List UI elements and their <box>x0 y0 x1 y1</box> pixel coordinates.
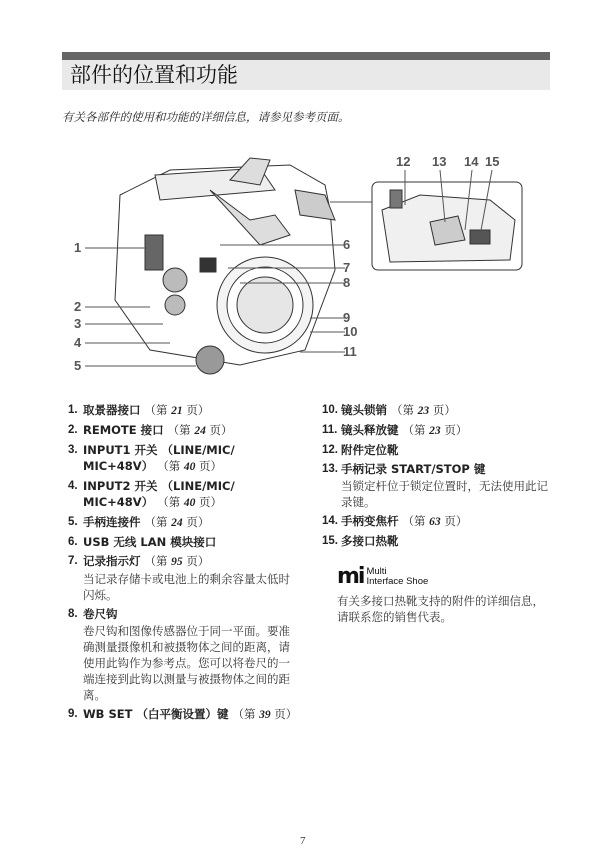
list-item <box>322 533 552 549</box>
callout-15: 15 <box>485 154 500 169</box>
callout-11: 11 <box>343 344 357 359</box>
item-number: 9. <box>68 708 78 720</box>
item-number: 13. <box>322 463 338 475</box>
item-number: 14. <box>322 515 338 527</box>
item-page: 24 <box>171 517 183 529</box>
list-item: 11. 镜头释放键 （第 23 页） <box>322 423 468 437</box>
title-bar-accent <box>62 52 550 60</box>
item-page: 95 <box>171 556 183 568</box>
item-number: 4. <box>68 480 78 492</box>
item-description: 卷尺钩和图像传感器位于同一平面。要准确测量摄像机和被摄物体之间的距离，请使用此钩作为参考点。您可以将卷尺的一端连接到此钩以测量与被摄物体之间的距离。 <box>83 624 290 702</box>
item-label: 手柄变焦杆 <box>341 514 399 528</box>
callout-4: 4 <box>74 335 82 350</box>
item-number: 15. <box>322 535 338 547</box>
callout-1: 1 <box>74 240 82 255</box>
item-label: 镜头释放键 <box>341 423 399 437</box>
item-number: 12. <box>322 444 338 456</box>
list-item: 7. 记录指示灯 （第 95 页） 当记录存储卡或电池上的剩余容量太低时闪烁。 <box>68 553 300 603</box>
camera-body <box>115 158 335 374</box>
item-number: 6. <box>68 536 78 548</box>
list-item <box>322 461 552 510</box>
item-label: USB 无线 LAN 模块接口 <box>83 535 217 549</box>
multi-interface-shoe-logo <box>337 564 552 589</box>
logo-line1: Multi <box>366 566 387 577</box>
item-page: 23 <box>429 425 441 437</box>
item-label: INPUT1 开关 （LINE/MIC/ MIC+48V） <box>83 443 235 473</box>
item-page: 21 <box>171 405 183 417</box>
footnote: 有关多接口热靴支持的附件的详细信息，请联系您的销售代表。 <box>337 594 544 624</box>
item-number: 8. <box>68 608 78 620</box>
item-label: 记录指示灯 <box>83 554 141 568</box>
callout-7: 7 <box>343 260 351 275</box>
list-item: 10. 镜头锁销 （第 23 页） <box>322 403 456 417</box>
list-item: 1. 取景器接口 （第 21 页） <box>68 403 210 417</box>
items-left-column <box>68 402 300 726</box>
callout-2: 2 <box>74 299 82 314</box>
item-label: WB SET （白平衡设置）键 <box>83 707 229 721</box>
item-number: 10. <box>322 404 338 416</box>
item-description: 当记录存储卡或电池上的剩余容量太低时闪烁。 <box>83 572 290 602</box>
item-label: 取景器接口 <box>83 403 141 417</box>
list-item: 9. WB SET （白平衡设置）键 （第 39 页） <box>68 707 298 721</box>
item-description: 当锁定杆位于锁定位置时，无法使用此记录键。 <box>341 479 548 509</box>
camera-illustration <box>60 150 550 395</box>
list-item: 14. 手柄变焦杆 （第 63 页） <box>322 514 468 528</box>
callout-14: 14 <box>464 154 479 169</box>
list-item: 4. INPUT2 开关 （LINE/MIC/ MIC+48V） （第 40 页） <box>68 479 235 509</box>
item-page: 23 <box>417 405 430 417</box>
item-label: 手柄连接件 <box>83 515 141 529</box>
list-item: 2. REMOTE 接口 （第 24 页） <box>68 423 233 437</box>
detail-inset <box>372 170 522 270</box>
item-label: REMOTE 接口 <box>83 423 164 437</box>
callout-13: 13 <box>432 154 447 169</box>
page-title: 部件的位置和功能 <box>70 63 238 87</box>
callout-6: 6 <box>343 237 351 252</box>
item-label: 手柄记录 START/STOP 键 <box>341 462 486 476</box>
item-page: 63 <box>429 516 441 528</box>
page-number: 7 <box>300 835 306 847</box>
logo-line2: Interface Shoe <box>366 576 429 587</box>
callout-9: 9 <box>343 310 351 325</box>
item-number: 11. <box>322 424 338 436</box>
item-label: 镜头锁销 <box>341 403 387 417</box>
item-number: 1. <box>68 404 78 416</box>
items-right-column <box>322 402 552 625</box>
item-page: 24 <box>194 425 206 437</box>
callout-8: 8 <box>343 275 351 290</box>
list-item: 5. 手柄连接件 （第 24 页） <box>68 515 210 529</box>
list-item <box>322 442 552 458</box>
item-number: 7. <box>68 555 78 567</box>
list-item <box>68 606 300 703</box>
callout-10: 10 <box>343 324 358 339</box>
item-page: 40 <box>183 461 196 473</box>
intro-text: 有关各部件的使用和功能的详细信息，请参见参考页面。 <box>62 110 350 124</box>
list-item: 3. INPUT1 开关 （LINE/MIC/ MIC+48V） （第 40 页） <box>68 443 235 473</box>
mi-logo-icon: mi <box>337 564 364 589</box>
item-label: 附件定位靴 <box>341 443 399 457</box>
callout-3: 3 <box>74 316 82 331</box>
item-number: 3. <box>68 444 78 456</box>
item-label: 多接口热靴 <box>341 534 399 548</box>
item-label: 卷尺钩 <box>83 607 118 621</box>
callout-12: 12 <box>396 154 411 169</box>
callout-5: 5 <box>74 358 82 373</box>
item-page: 40 <box>183 497 196 509</box>
item-number: 2. <box>68 424 78 436</box>
item-number: 5. <box>68 516 78 528</box>
list-item <box>68 534 300 550</box>
item-page: 39 <box>259 709 271 721</box>
item-label: INPUT2 开关 （LINE/MIC/ MIC+48V） <box>83 479 235 509</box>
